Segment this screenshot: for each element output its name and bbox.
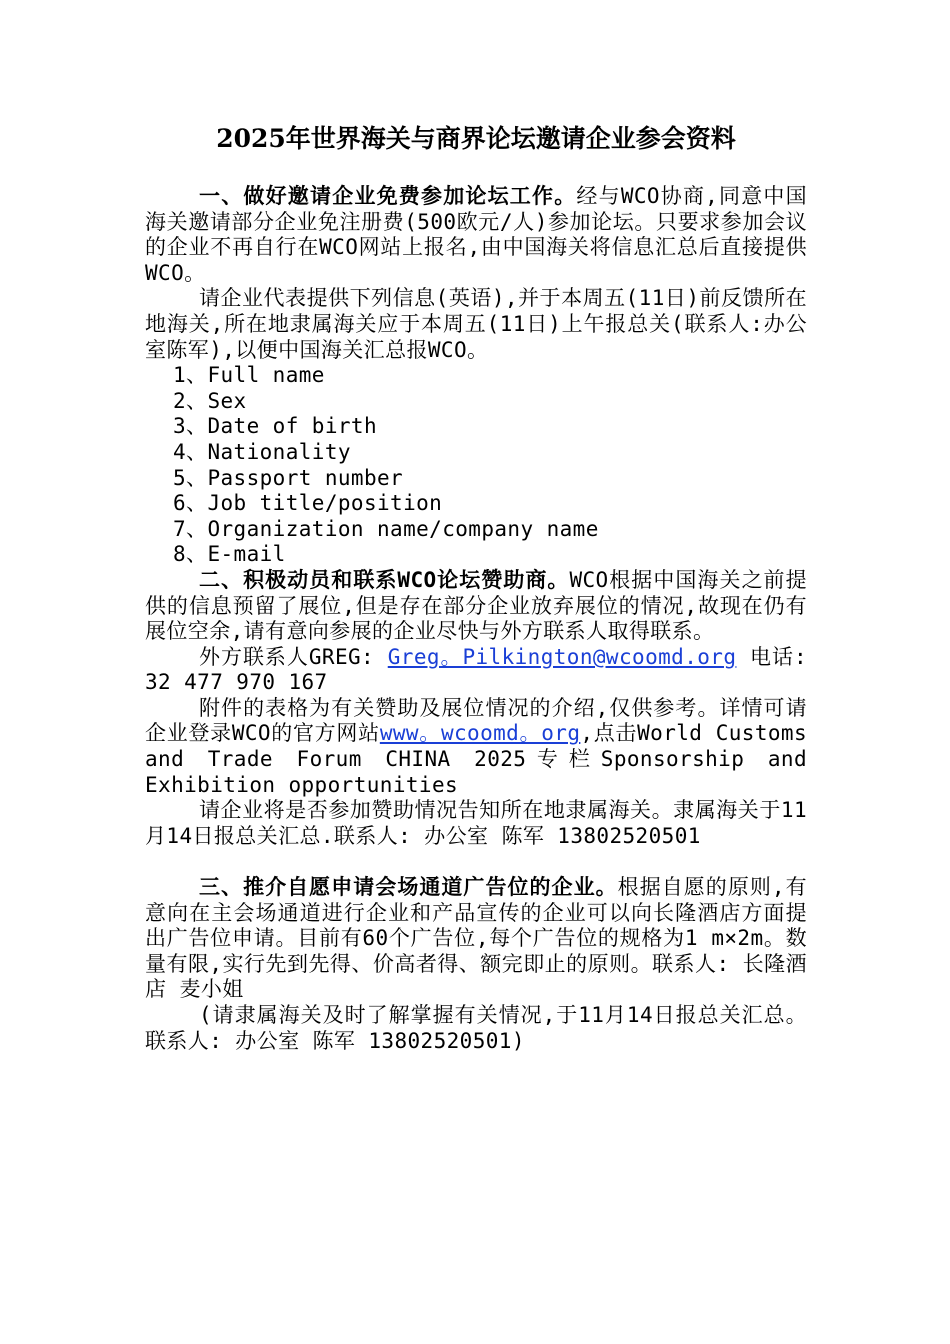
section3-note: (请隶属海关及时了解掌握有关情况,于11月14日报总关汇总。联系人: 办公室 陈军 13802520501) [145, 1003, 807, 1053]
list-item: 1、Full name [173, 363, 325, 388]
section2-heading: 二、积极动员和联系WCO论坛赞助商。 [199, 567, 570, 592]
section1-body: 经与WCO协商,同意中国海关邀请部分企业免注册费(500欧元/人)参加论坛。只要求参加会议的企业不再自行在WCO网站上报名,由中国海关将信息汇总后直接提供WCO。 [145, 184, 807, 285]
section2-paragraph [145, 568, 807, 645]
contact-prefix: 外方联系人GREG: [199, 644, 388, 669]
notify-paragraph: 请企业将是否参加赞助情况告知所在地隶属海关。隶属海关于11月14日报总关汇总.联系人: 办公室 陈军 13802520501 [145, 798, 807, 848]
list-item: 5、Passport number [173, 465, 404, 490]
section2-body: WCO根据中国海关之前提供的信息预留了展位,但是存在部分企业放弃展位的情况,故现在仍有展位空余,请有意向参展的企业尽快与外方联系人取得联系。 [145, 567, 807, 644]
document-page [145, 120, 807, 1054]
attachment-suffix: ,点击World Customs and Trade Forum CHINA 2025专栏Sponsorship and Exhibition opportunities [145, 721, 807, 797]
section3-heading: 三、推介自愿申请会场通道广告位的企业。 [199, 875, 618, 900]
wco-website-link[interactable]: www。wcoomd。org [379, 721, 581, 746]
document-body [145, 184, 807, 1054]
contact-paragraph [145, 645, 807, 696]
attachment-prefix: 附件的表格为有关赞助及展位情况的介绍,仅供参考。详情可请企业登录WCO的官方网站 [145, 695, 807, 746]
contact-phone: 电话: 32 477 970 167 [145, 644, 807, 695]
paragraph-spacer [145, 849, 807, 875]
list-item: 8、E-mail [173, 542, 286, 567]
list-item: 3、Date of birth [173, 414, 378, 439]
list-item: 2、Sex [173, 388, 247, 413]
section1-heading: 一、做好邀请企业免费参加论坛工作。 [199, 184, 577, 208]
section3-body: 根据自愿的原则,有意向在主会场通道进行企业和产品宣传的企业可以向长隆酒店方面提出广告位申请。目前有60个广告位,每个广告位的规格为1 m×2m。数量有限,实行先到先得、价高者得、额完即止的原则。联系人: 长隆酒店 麦小姐 [145, 875, 807, 1002]
list-item: 4、Nationality [173, 439, 351, 464]
document-title: 2025年世界海关与商界论坛邀请企业参会资料 [216, 124, 736, 153]
section1-paragraph [145, 184, 807, 286]
list-item: 7、Organization name/company name [173, 516, 599, 541]
attachment-paragraph [145, 696, 807, 798]
section3-paragraph [145, 875, 807, 1003]
required-info-list [145, 363, 807, 568]
contact-email-link[interactable]: Greg。Pilkington@wcoomd.org [387, 644, 737, 669]
section1-request-paragraph: 请企业代表提供下列信息(英语),并于本周五(11日)前反馈所在地海关,所在地隶属海关应于本周五(11日)上午报总关(联系人:办公室陈军),以便中国海关汇总报WCO。 [145, 286, 807, 362]
list-item: 6、Job title/position [173, 491, 443, 516]
